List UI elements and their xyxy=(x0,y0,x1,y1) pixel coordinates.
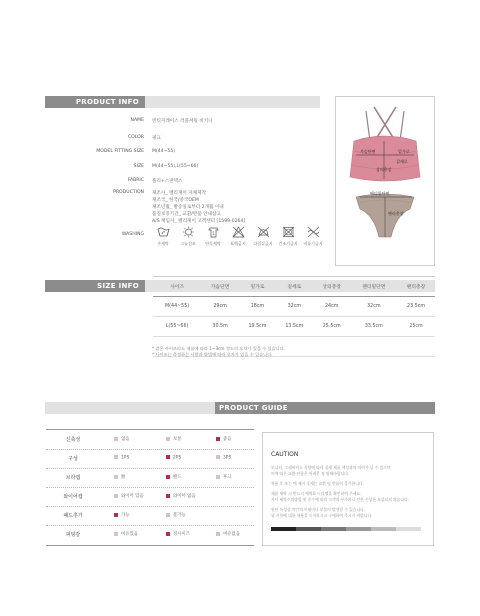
table-cell: 18cm xyxy=(239,297,276,317)
guide-option: 無 xyxy=(114,474,125,480)
production-value xyxy=(152,190,245,225)
dry-clean-label: 단독세탁 xyxy=(205,241,221,246)
model-fitting-size-value: M(44~55) xyxy=(152,149,176,154)
guide-option: 1PS xyxy=(114,455,129,461)
guide-option-selected: 정사이즈 xyxy=(166,531,190,537)
size-table-header: 팬티밑단면 xyxy=(351,277,397,297)
color-swatch xyxy=(396,527,421,531)
guide-option: 불가능 xyxy=(166,512,186,518)
product-info-header: PRODUCT INFO xyxy=(45,96,145,108)
table-row xyxy=(153,317,435,337)
production-line: 제조사_ 벨리제이 자체제작 xyxy=(152,191,207,196)
fabric-value: 폴리+스판덱스 xyxy=(152,179,183,184)
caution-text xyxy=(271,465,421,519)
table-cell: 29cm xyxy=(201,297,239,317)
no-tumble-dry-label: 건조기금지 xyxy=(278,241,298,246)
guide-row xyxy=(46,525,254,544)
size-note: * 같은 사이즈라도 제품에 따라 1~3cm 정도의 오차가 있을 수 있습니다. xyxy=(152,346,286,351)
product-info-header-bar xyxy=(145,96,320,108)
fabric-label: FABRIC xyxy=(127,178,144,183)
name-value: 빈티지레이스 러플셔링 비키니 xyxy=(152,119,213,124)
table-cell: 25cm xyxy=(397,317,435,337)
size-info-header: SIZE INFO xyxy=(45,280,145,292)
hand-wash-icon xyxy=(157,226,170,238)
caution-line: 모니터, 그래픽카드 사양에 따라 실제 제품 색상과의 차이가 날 수 있으며 xyxy=(271,465,391,470)
caution-line: 원단 특성상 약간의 이염이나 보풀이 발생할 수 있습니다. xyxy=(271,507,366,512)
size-value: M(44~55),L(55~66) xyxy=(152,164,199,169)
size-table-header: 가슴단면 xyxy=(201,277,239,297)
caution-box xyxy=(262,432,434,546)
guide-option: 여유없음 xyxy=(216,531,240,537)
guide-row xyxy=(46,449,254,469)
guide-category: 피팅감 xyxy=(65,532,81,538)
guide-category: 구성 xyxy=(68,456,78,462)
guide-option: 3PS xyxy=(216,455,231,461)
table-cell: L(55~66) xyxy=(153,317,201,337)
table-cell: M(44~55) xyxy=(153,297,201,317)
table-cell: 13.5cm xyxy=(276,317,313,337)
shade-dry-label: 그늘건조 xyxy=(180,241,196,246)
guide-option-selected: 2PS xyxy=(166,455,181,461)
color-swatch xyxy=(296,527,321,531)
guide-row xyxy=(46,468,254,488)
caution-line: 이에 따른 교환·반품은 어려운 점 양해바랍니다. xyxy=(271,471,350,476)
svg-text:1: 1 xyxy=(211,231,215,236)
guide-option: 와이어 있음 xyxy=(114,493,144,499)
table-cell: 32cm xyxy=(351,297,397,317)
guide-option-selected: 가능 xyxy=(114,512,129,518)
color-label: COLOR xyxy=(127,135,144,140)
shade-dry-icon xyxy=(182,226,195,238)
shade-dry xyxy=(177,226,199,247)
size-table xyxy=(153,276,435,357)
no-bleach xyxy=(227,226,249,247)
guide-category: 브라캡 xyxy=(65,475,81,481)
size-table-header: 팬티총장 xyxy=(397,277,435,297)
caution-line: 자사 세탁주의방법 및 중수에 따라 고객의 부주의로 인한 손상은 보상되지 않습니다. xyxy=(271,497,409,502)
table-cell: 30.5m xyxy=(201,317,239,337)
caution-line: 제품 세탁 시 반드시 세탁표시 라벨을 확인하여 주세요. xyxy=(271,491,362,496)
size-table-header: 상의총장 xyxy=(313,277,351,297)
guide-option: 없음 xyxy=(114,436,129,442)
diagram-label-bottom-length: 팬티총장 xyxy=(388,211,404,216)
guide-option: 후크 xyxy=(216,474,231,480)
guide-option-selected: 좋음 xyxy=(216,436,231,442)
guide-option-selected: 와이어 없음 xyxy=(166,493,196,499)
table-cell: 32cm xyxy=(276,297,313,317)
guide-option: 보통 xyxy=(166,436,181,442)
production-line: 제조년월_ 발송일로부터 2개월 이내 xyxy=(152,205,224,210)
no-bleach-label: 표백금지 xyxy=(230,241,246,246)
size-table-header: 사이즈 xyxy=(153,277,201,297)
diagram-label-outer-length: 겉세로 xyxy=(396,159,408,164)
table-cell: 24cm xyxy=(313,297,351,317)
table-cell: 19.5cm xyxy=(239,317,276,337)
guide-row xyxy=(46,487,254,507)
guide-option: 여유있음 xyxy=(114,531,138,537)
product-guide-header: PRODUCT GUIDE xyxy=(215,402,435,414)
no-iron-label: 다림질금지 xyxy=(253,241,273,246)
caution-line: 착용 후 또는 택 제거 후에는 교환 및 반품이 불가합니다. xyxy=(271,481,364,486)
bikini-illustration xyxy=(336,97,434,265)
dry-clean-icon xyxy=(207,226,220,238)
model-fitting-size-label: MODEL FITTING SIZE xyxy=(96,149,144,154)
size-note: * 사이즈는 측정하는 사람과 방법에 따라 오차가 있을 수 있습니다. xyxy=(152,352,273,357)
dry-clean xyxy=(202,226,224,247)
color-swatch xyxy=(321,527,346,531)
production-label: PRODUCTION xyxy=(113,190,144,195)
no-wring-icon xyxy=(307,226,320,238)
size-table-header: 겉세로 xyxy=(276,277,313,297)
guide-category: 신축성 xyxy=(65,437,81,443)
caution-color-bar xyxy=(271,527,421,531)
product-guide-header-bar-left xyxy=(45,402,215,414)
production-line: 제조국_ 한국/중국OEM xyxy=(152,198,199,203)
no-tumble-dry-icon xyxy=(282,226,295,238)
diagram-label-chest: 가슴단면 xyxy=(360,149,376,154)
hand-wash xyxy=(152,226,174,247)
color-value: 핑크 xyxy=(152,136,161,141)
diagram-label-top-length: 상의총장 xyxy=(376,167,392,172)
table-cell: 33.5cm xyxy=(351,317,397,337)
no-iron-icon xyxy=(257,226,270,238)
diagram-label-bottom-width: 팬티밑단면 xyxy=(370,191,390,196)
production-line: 품질보증기간_ 교환/반품 안내참고 xyxy=(152,212,221,217)
size-label: SIZE xyxy=(133,164,144,169)
guide-row xyxy=(46,506,254,526)
no-iron xyxy=(252,226,274,247)
name-label: NAME xyxy=(130,118,144,123)
guide-row xyxy=(46,430,254,450)
product-diagram xyxy=(335,96,435,266)
production-line: A/S 책임자_ 벨리제이 고객센터 [1599-0264] xyxy=(152,219,246,224)
size-table-header: 밑가로 xyxy=(239,277,276,297)
no-wring xyxy=(302,226,324,247)
guide-category: 패드추가 xyxy=(63,513,83,519)
table-row xyxy=(153,297,435,317)
washing-label: WASHING xyxy=(121,232,144,237)
guide-category: 와이어캡 xyxy=(63,494,83,500)
no-bleach-icon xyxy=(232,226,245,238)
diagram-label-under-width: 밑가로 xyxy=(398,149,410,154)
table-cell: 23.5cm xyxy=(397,297,435,317)
guide-option-selected: 밴드 xyxy=(166,474,181,480)
caution-line: 위 사항에 대한 내용을 숙지하시고 구매하여 주시기 바랍니다. xyxy=(271,513,373,518)
color-swatch xyxy=(346,527,371,531)
color-swatch xyxy=(271,527,296,531)
hand-wash-label: 손세탁 xyxy=(157,241,169,246)
size-table-header-row xyxy=(153,277,435,297)
color-swatch xyxy=(371,527,396,531)
washing-icons xyxy=(152,226,327,256)
guide-bottom-rule xyxy=(46,545,254,546)
caution-title: CAUTION xyxy=(271,451,299,458)
no-wring-label: 비틀기금지 xyxy=(303,241,323,246)
table-cell: 25.5cm xyxy=(313,317,351,337)
no-tumble-dry xyxy=(277,226,299,247)
guide-top-rule xyxy=(46,429,254,430)
